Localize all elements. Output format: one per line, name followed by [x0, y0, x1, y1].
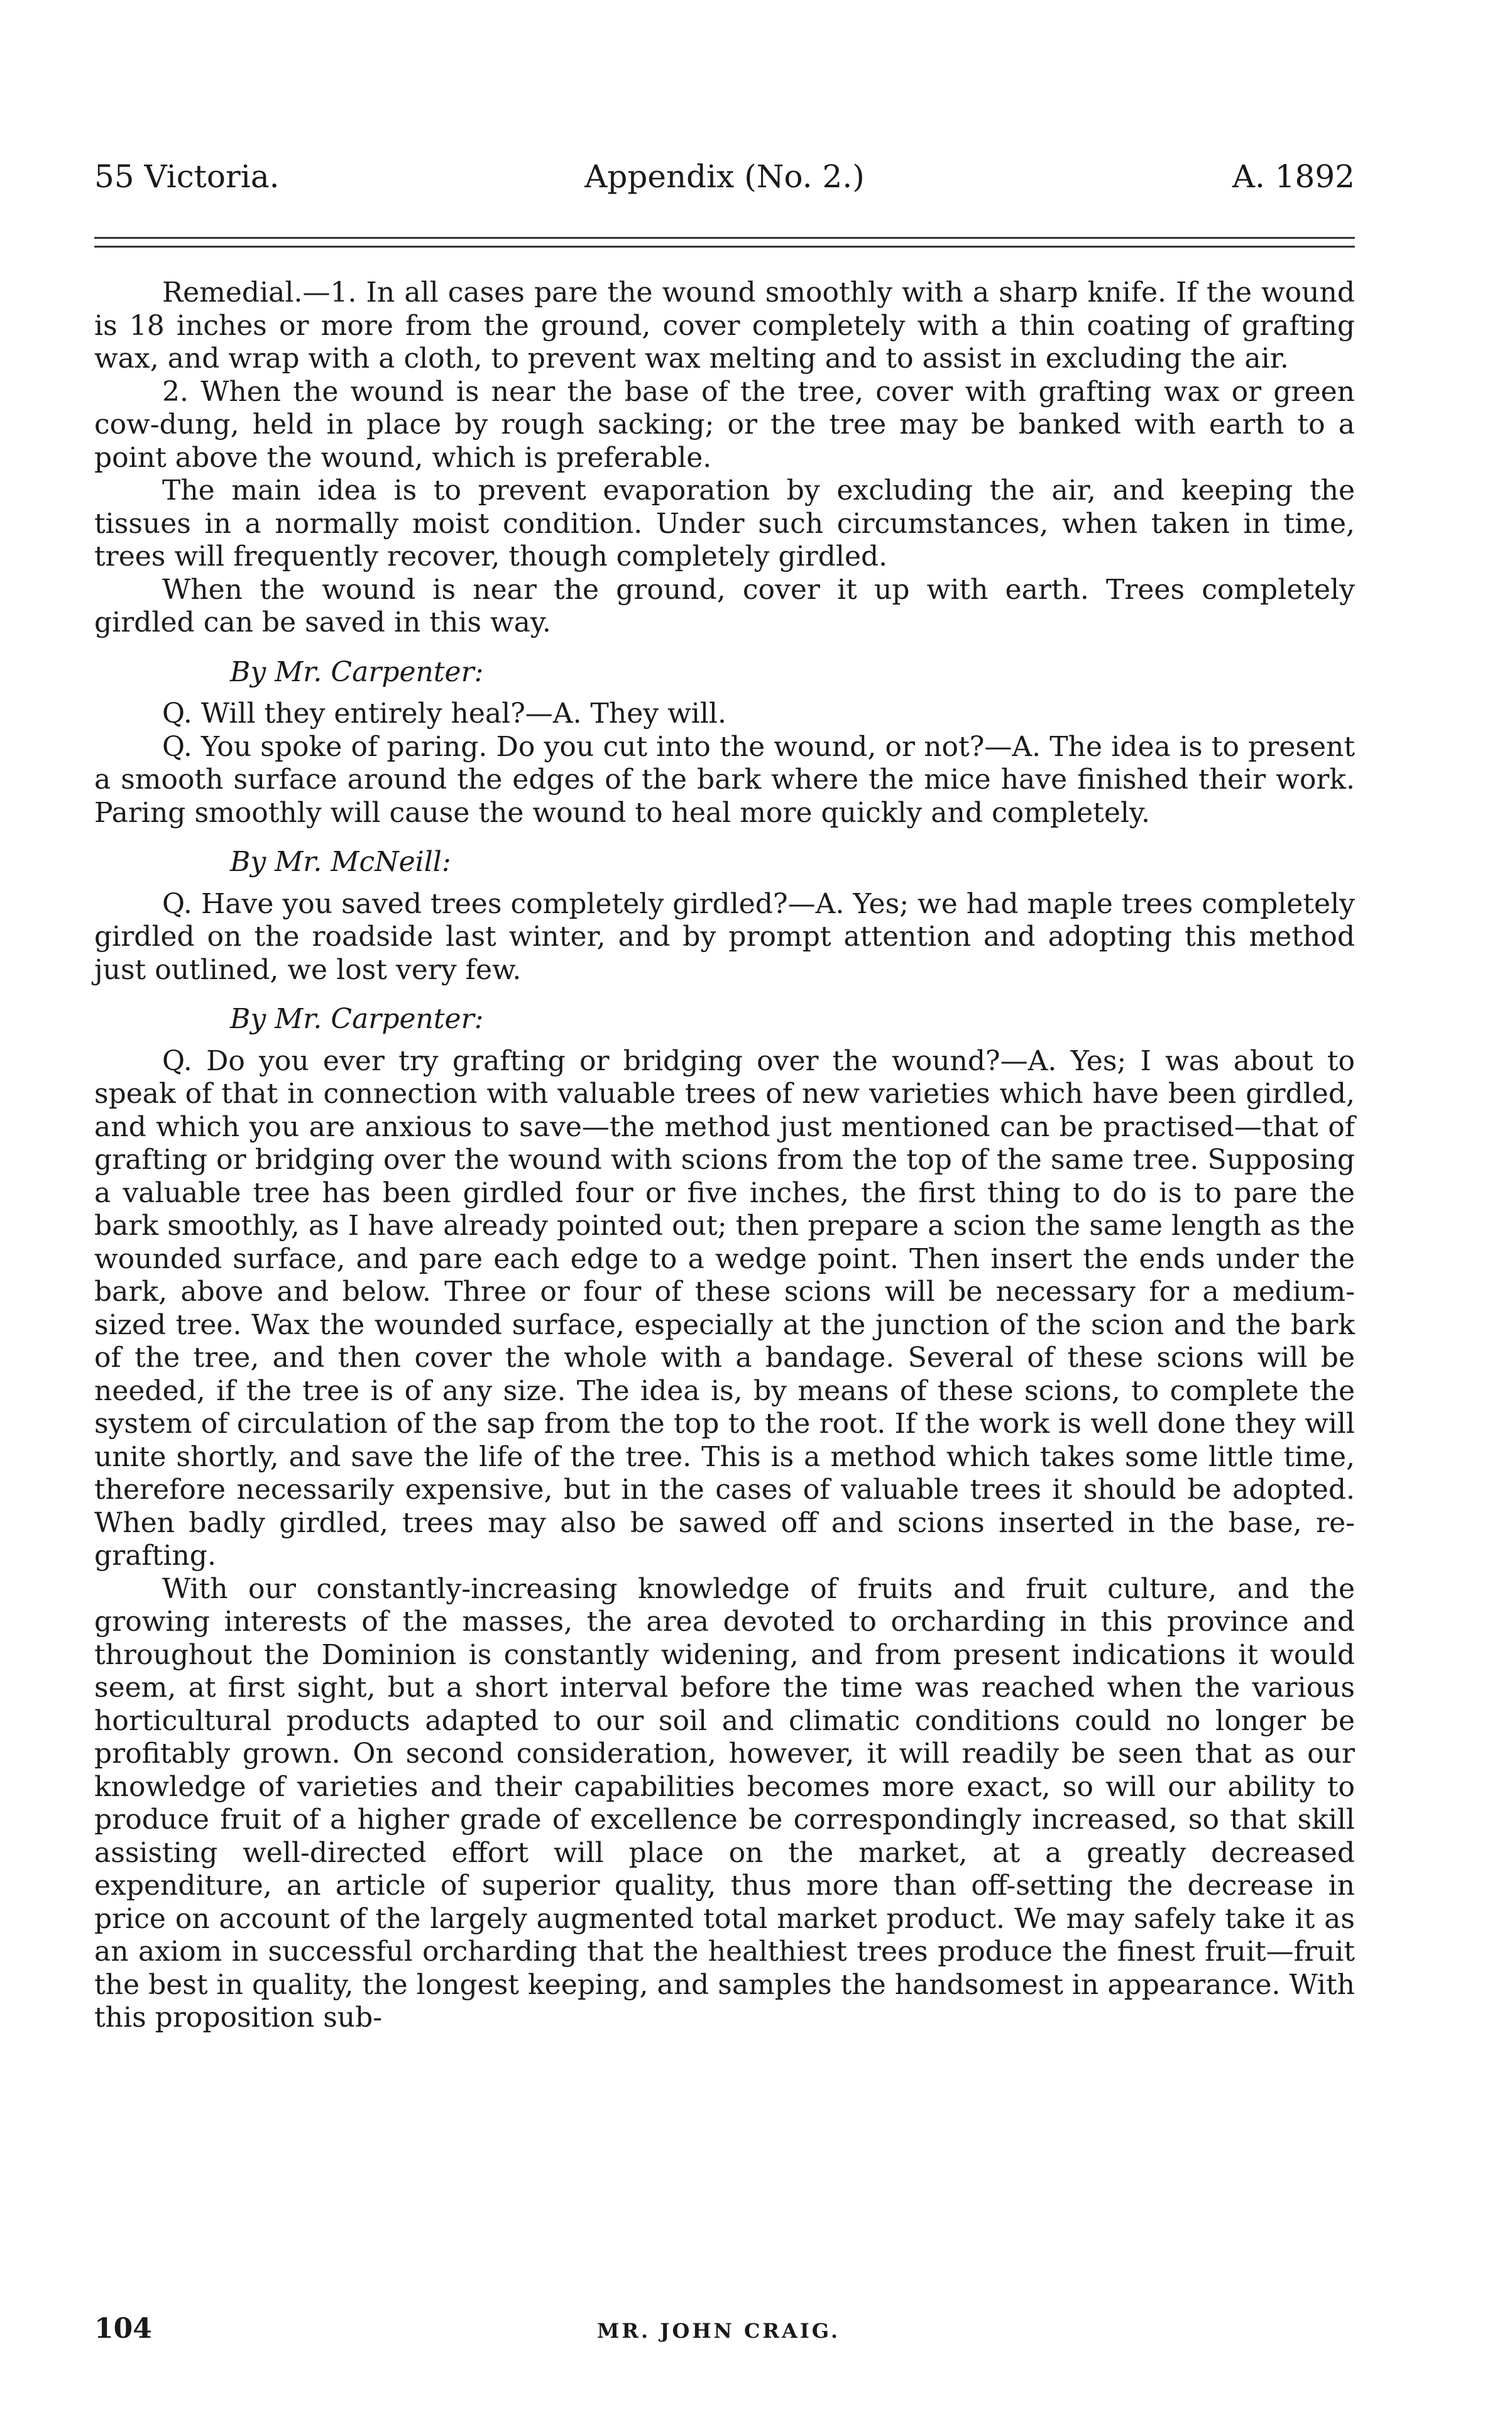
running-title: MR. JOHN CRAIG.: [597, 2319, 841, 2343]
paragraph-remedial-1: Remedial.—1. In all cases pare the wound smoothly with a sharp knife. If the wound is 18 inches or more from the ground, cover completely with a thin coating of grafting wax, and wrap with a cloth, to prevent wax melting and to assist in excluding the air.: [94, 277, 1355, 375]
question-answer: Q. You spoke of paring. Do you cut into the wound, or not?—A. The idea is to present a smooth surface around the edges of the bark where the mice have finished their work. Paring smoothly will cause the wound to heal more quickly and completely.: [94, 730, 1355, 829]
paragraph-cover-earth: When the wound is near the ground, cover it up with earth. Trees completely girdled can be saved in this way.: [94, 573, 1355, 638]
paragraph-remedial-2: 2. When the wound is near the base of the tree, cover with grafting wax or green cow-dung, held in place by rough sacking; or the tree may be banked with earth to a point above the wound, which is preferable.: [94, 375, 1355, 474]
paragraph-main-idea: The main idea is to prevent evaporation by excluding the air, and keeping the tissues in a normally moist condition. Under such circumstances, when taken in time, trees will frequently recover, though completely girdled.: [94, 474, 1355, 573]
page-body: [94, 277, 1355, 2035]
speaker-heading: By Mr. Carpenter:: [230, 1003, 484, 1035]
header-left: 55 Victoria.: [94, 158, 280, 195]
running-header: [94, 158, 1355, 195]
question-answer: Q. Will they entirely heal?—A. They will.: [162, 698, 726, 730]
header-right: A. 1892: [1232, 158, 1355, 195]
speaker-heading: By Mr. Carpenter:: [230, 655, 484, 688]
page-footer: [94, 2313, 1355, 2345]
page-number: 104: [94, 2313, 152, 2345]
header-rule-top: [94, 237, 1355, 239]
question-answer: Q. Do you ever try grafting or bridging over the wound?—A. Yes; I was about to speak of that in connection with valuable trees of new varieties which have been girdled, and which you are anxious to save—the method just mentioned can be practised—that of grafting or bridging over the wound with scions from the top of the same tree. Supposing a valuable tree has been girdled four or five inches, the first thing to do is to pare the bark smoothly, as I have already pointed out; then prepare a scion the same length as the wounded surface, and pare each edge to a wedge point. Then insert the ends under the bark, above and below. Three or four of these scions will be necessary for a medium-sized tree. Wax the wounded surface, especially at the junction of the scion and the bark of the tree, and then cover the whole with a bandage. Several of these scions will be needed, if the tree is of any size. The idea is, by means of these scions, to complete the system of circulation of the sap from the top to the root. If the work is well done they will unite shortly, and save the life of the tree. This is a method which takes some little time, therefore necessarily expensive, but in the cases of valuable trees it should be adopted. When badly girdled, trees may also be sawed off and scions inserted in the base, re-grafting.: [94, 1044, 1355, 1572]
header-rule-bottom: [94, 246, 1355, 248]
header-center: Appendix (No. 2.): [584, 158, 865, 195]
paragraph-orcharding: With our constantly-increasing knowledge of fruits and fruit culture, and the growing interests of the masses, the area devoted to orcharding in this province and throughout the Dominion is constantly widening, and from present indications it would seem, at first sight, but a short interval before the time was reached when the various horticultural products adapted to our soil and climatic conditions could no longer be profitably grown. On second consideration, however, it will readily be seen that as our knowledge of varieties and their capabilities becomes more exact, so will our ability to produce fruit of a higher grade of excellence be correspondingly increased, so that skill assisting well-directed effort will place on the market, at a greatly decreased expenditure, an article of superior quality, thus more than off-setting the decrease in price on account of the largely augmented total market product. We may safely take it as an axiom in successful orcharding that the healthiest trees produce the finest fruit—fruit the best in quality, the longest keeping, and samples the handsomest in appearance. With this proposition sub-: [94, 1572, 1355, 2034]
speaker-heading: By Mr. McNeill:: [230, 846, 451, 878]
question-answer: Q. Have you saved trees completely girdled?—A. Yes; we had maple trees completely girdled on the roadside last winter, and by prompt attention and adopting this method just outlined, we lost very few.: [94, 887, 1355, 986]
